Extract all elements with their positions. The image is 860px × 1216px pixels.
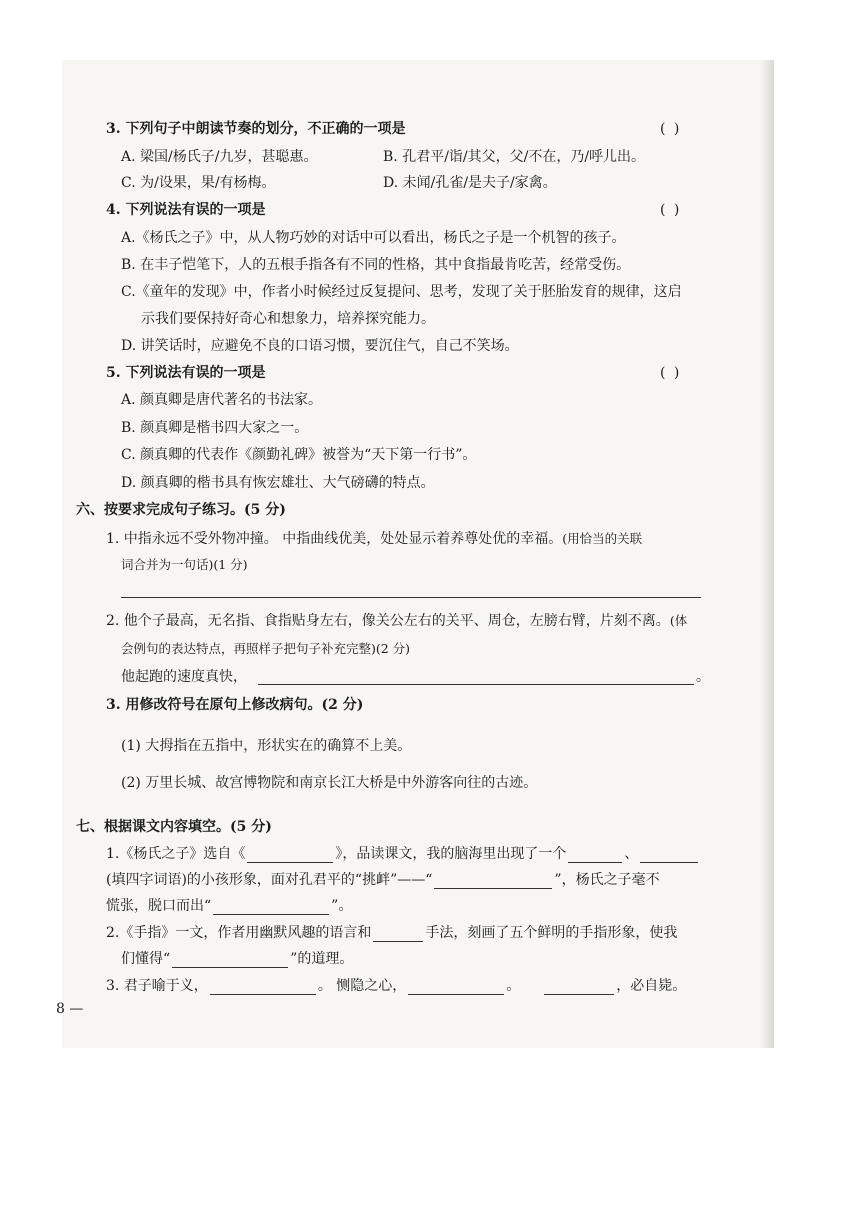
s7-q2-line2 xyxy=(121,950,353,968)
s7-q1-blank-quote[interactable] xyxy=(434,874,552,889)
s7-q3-blank-2[interactable] xyxy=(408,980,504,995)
q3-option-c: C. 为/设果，果/有杨梅。 xyxy=(121,175,276,191)
q4-option-a: A.《杨氏之子》中，从人物巧妙的对话中可以看出，杨氏之子是一个机智的孩子。 xyxy=(121,230,626,246)
q4-option-d: D. 讲笑话时，应避免不良的口语习惯，要沉住气，自己不笑场。 xyxy=(121,338,519,354)
q5-option-d: D. 颜真卿的楷书具有恢宏雄壮、大气磅礴的特点。 xyxy=(121,475,435,491)
q3-answer-paren: ( ) xyxy=(660,121,682,137)
s7-q1-part-e: ”，杨氏之子毫不 xyxy=(554,872,660,888)
s7-q3-blank-1[interactable] xyxy=(210,980,316,995)
s7-q1-blank-idiom-1[interactable] xyxy=(568,848,622,863)
s7-q1-line2 xyxy=(106,871,660,889)
s7-q3-part-a: 3. 君子喻于义， xyxy=(106,978,208,994)
s6-q2-prompt: 他起跑的速度真快， xyxy=(121,669,247,685)
s6-q1-text: 1. 中指永远不受外物冲撞。 中指曲线优美，处处显示着养尊处优的幸福。 xyxy=(106,531,563,547)
s7-q1-part-g: ”。 xyxy=(331,898,353,914)
q4-answer-paren: ( ) xyxy=(660,202,682,218)
page-edge-shadow xyxy=(760,60,774,1048)
s7-q1-part-c: 、 xyxy=(624,846,639,862)
s7-q1-part-d: (填四字词语)的小孩形象，面对孔君平的“挑衅”——“ xyxy=(106,872,433,888)
s6-q3-sentence-1[interactable]: (1) 大拇指在五指中，形状实在的确算不上美。 xyxy=(121,738,412,754)
s7-q2-part-c: 们懂得“ xyxy=(121,951,171,967)
s7-q2-part-d: ”的道理。 xyxy=(290,951,354,967)
s6-q1-line1 xyxy=(106,530,642,548)
q5-stem: 5. 下列说法有误的一项是 xyxy=(106,365,266,381)
q4-option-c-line1: C.《童年的发现》中，作者小时候经过反复提问、思考，发现了关于胚胎发育的规律，这启 xyxy=(121,284,682,300)
q3-option-b: B. 孔君平/诣/其父，父/不在，乃/呼儿出。 xyxy=(383,149,646,165)
s7-q1-blank-idiom-2[interactable] xyxy=(640,848,698,863)
s7-q1-part-b: 》，品读课文，我的脑海里出现了一个 xyxy=(335,846,567,862)
s7-q1-part-f: 慌张，脱口而出“ xyxy=(106,898,212,914)
q5-option-b: B. 颜真卿是楷书四大家之一。 xyxy=(121,420,309,436)
section-6-title: 六、按要求完成句子练习。(5 分) xyxy=(76,502,286,518)
s6-q2-note-line2: 会例句的表达特点，再照样子把句子补充完整)(2 分) xyxy=(121,641,411,656)
q5-answer-paren: ( ) xyxy=(660,365,682,381)
q4-option-c-line2: 示我们要保持好奇心和想象力，培养探究能力。 xyxy=(141,311,435,327)
s7-q3-part-c: 。 xyxy=(506,978,521,994)
q5-option-a: A. 颜真卿是唐代著名的书法家。 xyxy=(121,392,323,408)
s6-q3-stem: 3. 用修改符号在原句上修改病句。(2 分) xyxy=(106,697,364,713)
q5-option-c: C. 颜真卿的代表作《颜勤礼碑》被誉为“天下第一行书”。 xyxy=(121,447,477,463)
s6-q3-sentence-2[interactable]: (2) 万里长城、故宫博物院和南京长江大桥是中外游客向往的古迹。 xyxy=(121,775,538,791)
s7-q2-blank-lesson[interactable] xyxy=(172,953,288,968)
section-7-title: 七、根据课文内容填空。(5 分) xyxy=(76,819,272,835)
s7-q1-line3 xyxy=(106,897,352,915)
s7-q1-line1 xyxy=(106,845,700,863)
s6-q1-note-line2: 词合并为一句话)(1 分) xyxy=(121,557,248,572)
s7-q2-blank-technique[interactable] xyxy=(373,927,423,942)
q4-option-b: B. 在丰子恺笔下，人的五根手指各有不同的性格，其中食指最肯吃苦，经常受伤。 xyxy=(121,257,631,273)
s7-q2-line1 xyxy=(106,924,677,942)
s7-q3-part-d: ，必自毙。 xyxy=(616,978,687,994)
s6-q2-line1 xyxy=(106,612,687,630)
s6-q2-answer-line[interactable] xyxy=(258,684,694,685)
s7-q3-line xyxy=(106,977,686,995)
page-number: 8 — xyxy=(56,1001,84,1017)
q3-stem: 3. 下列句子中朗读节奏的划分，不正确的一项是 xyxy=(106,121,406,137)
s6-q2-period: 。 xyxy=(696,669,710,685)
s7-q3-part-b: 。 恻隐之心， xyxy=(317,978,407,994)
q4-stem: 4. 下列说法有误的一项是 xyxy=(106,202,266,218)
s7-q3-blank-3[interactable] xyxy=(544,980,614,995)
s7-q1-blank-book[interactable] xyxy=(247,848,333,863)
s7-q2-part-b: 手法，刻画了五个鲜明的手指形象，使我 xyxy=(425,925,678,941)
s6-q2-note-a: (体 xyxy=(669,613,688,628)
s6-q1-note: (用恰当的关联 xyxy=(562,531,643,546)
q3-option-a: A. 梁国/杨氏子/九岁，甚聪惠。 xyxy=(121,149,318,165)
s6-q1-answer-line[interactable] xyxy=(121,597,701,598)
q3-option-d: D. 未闻/孔雀/是夫子/家禽。 xyxy=(383,175,557,191)
s7-q2-part-a: 2.《手指》一文，作者用幽默风趣的语言和 xyxy=(106,925,372,941)
s7-q1-part-a: 1.《杨氏之子》选自《 xyxy=(106,846,246,862)
s6-q2-text: 2. 他个子最高，无名指、食指贴身左右，像关公左右的关平、周仓，左膀右臂，片刻不离。 xyxy=(106,613,670,629)
s7-q1-blank-reply[interactable] xyxy=(213,900,329,915)
